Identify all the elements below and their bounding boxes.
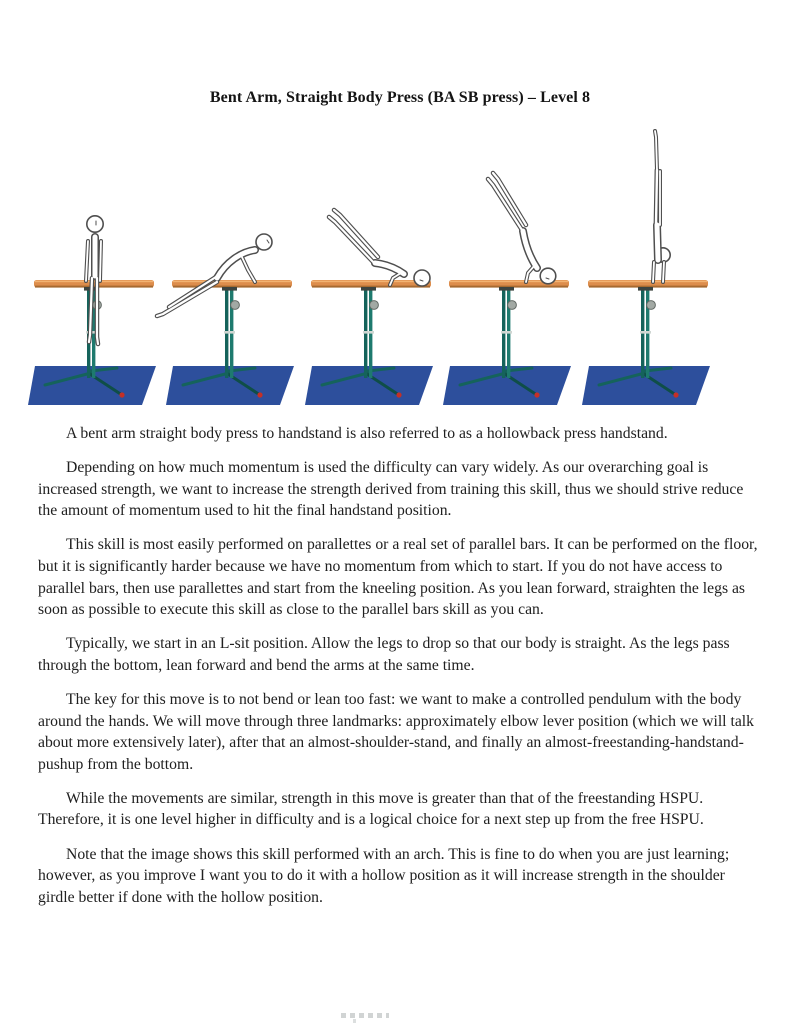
paragraph-4: Typically, we start in an L-sit position. Allow the legs to drop so that our body is straight. As the legs pass through the bottom, lean forward and bend the arms at the same time. [38,635,730,674]
paragraph-3: This skill is most easily performed on parallettes or a real set of parallel bars. It can be performed on the floor, but it is significantly harder because we have no momentum from which to start. If you do not have access to parallel bars, then use parallettes and start from the kneeling position. As you lean forward, straighten the legs as soon as possible to execute this skill as close to the parallel bars skill as you can. [38,536,758,619]
clamp-knob [646,301,655,310]
clamp-knob [508,301,517,310]
illustration-panel-support-hold [25,125,163,413]
gymnast-figure [488,173,556,284]
illustration-panel-bent-arm-press [440,125,578,413]
illustration-panel-elbow-lever-pass [302,125,440,413]
paragraph-2: Depending on how much momentum is used the difficulty can vary widely. As our overarching goal is increased strength, we want to increase the strength derived from training this skill, thus we should strive reduce the amount of momentum used to hit the final handstand position. [38,459,744,520]
paragraph-6: While the movements are similar, strength in this move is greater than that of the freestanding HSPU. Therefore, it is one level higher in difficulty and is a logical choice for a next step up from the free HSPU. [38,789,704,829]
illustration-panel-forward-lean [163,125,301,413]
trainer-post [224,288,239,378]
paragraph-5: The key for this move is to not bend or lean too fast: we want to make a controlled pendulum with the body around the hands. We will move through three landmarks: approximately elbow lever position (which we will talk about more extensively later), after that an almost-shoulder-stand, and finally an almost-freestanding-handstand-pushup from the bottom. [38,690,754,773]
clamp-knob [369,301,378,310]
support-hold-figure-icon [25,125,163,413]
figure-head [256,234,272,250]
figure-head [414,270,430,286]
figure-head [540,268,556,284]
cut-off-footer-artifact [341,1013,389,1018]
elbow-lever-figure-icon [302,125,440,413]
trainer-post [501,288,516,378]
gymnast-figure [157,234,272,316]
handstand-figure-icon [579,125,717,413]
marker-dot [258,392,263,397]
gymnast-figure [653,131,670,282]
figure-head [87,216,103,232]
gymnast-figure [329,210,430,286]
clamp-knob [231,301,240,310]
paragraph-7: Note that the image shows this skill performed with an arch. This is fine to do when you are just learning; however, as you improve I want you to do it with a hollow position as it will increase strength in the shoulder girdle better if done with the hollow position. [38,845,730,906]
marker-dot [673,392,678,397]
trainer-rail [172,280,292,291]
trainer-post [640,288,655,378]
bent-arm-press-figure-icon [440,125,578,413]
marker-dot [119,392,124,397]
page-title: Bent Arm, Straight Body Press (BA SB press) – Level 8 [209,89,591,106]
trainer-rail [588,280,708,291]
paragraph-1: A bent arm straight body press to handstand is also referred to as a hollowback press handstand. [66,425,668,442]
trainer-post [363,288,378,378]
forward-lean-figure-icon [163,125,301,413]
document-body [38,423,762,921]
press-sequence-illustration [25,125,717,413]
marker-dot [396,392,401,397]
marker-dot [535,392,540,397]
illustration-panel-handstand [579,125,717,413]
trainer-rail [311,280,431,291]
